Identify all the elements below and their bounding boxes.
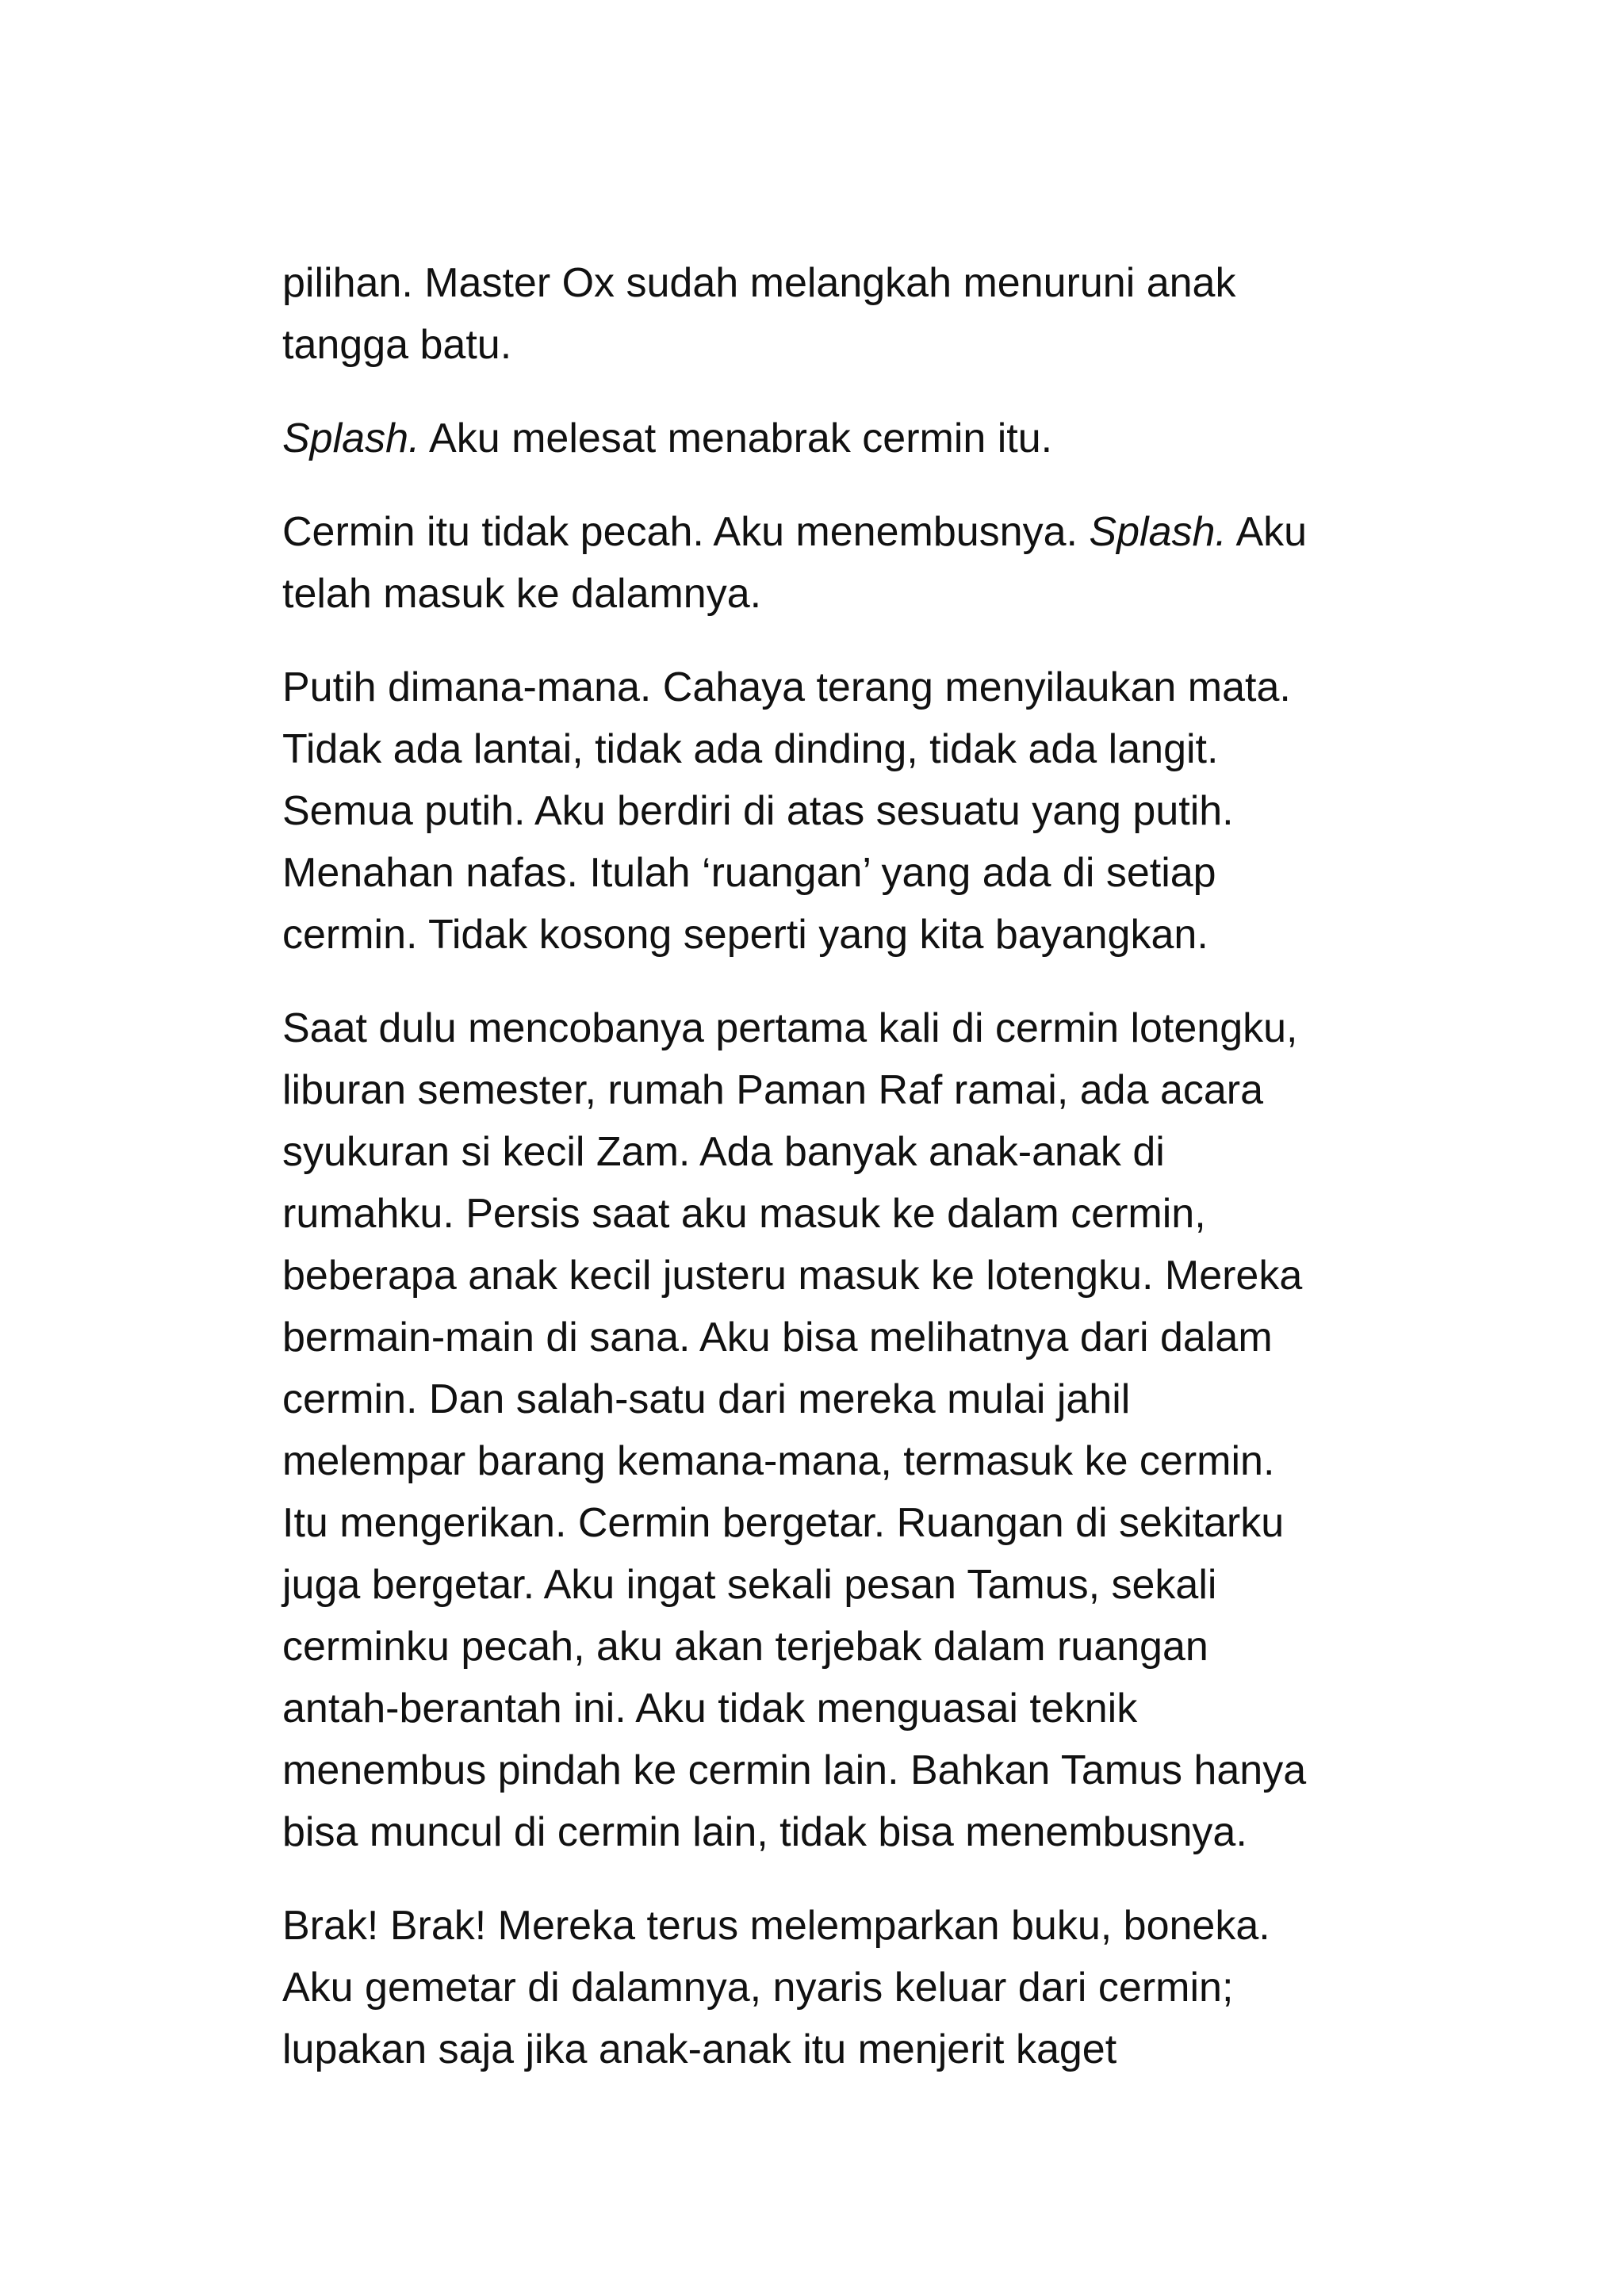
text-line: Semua putih. Aku berdiri di atas sesuatu yang putih. [282,788,1234,834]
text-line: telah masuk ke dalamnya. [282,571,762,617]
text-line: rumahku. Persis saat aku masuk ke dalam cermin, [282,1191,1206,1237]
paragraph-5 [282,997,1424,1863]
text-line: lupakan saja jika anak-anak itu menjerit kaget [282,2026,1117,2072]
text-line: Putih dimana-mana. Cahaya terang menyilaukan mata. [282,664,1291,710]
text-line: syukuran si kecil Zam. Ada banyak anak-anak di [282,1129,1165,1175]
paragraph-4 [282,656,1424,966]
text-line: menembus pindah ke cermin lain. Bahkan Tamus hanya [282,1747,1307,1793]
text-line: pilihan. Master Ox sudah melangkah menuruni anak [282,260,1236,306]
text-line: melempar barang kemana-mana, termasuk ke cermin. [282,1438,1275,1484]
text-line: Saat dulu mencobanya pertama kali di cermin lotengku, [282,1005,1298,1051]
text-line: juga bergetar. Aku ingat sekali pesan Tamus, sekali [282,1562,1217,1608]
text-line [282,501,1424,563]
paragraph-6 [282,1895,1424,2080]
text-segment: Aku melesat menabrak cermin itu. [419,415,1053,461]
text-line: beberapa anak kecil justeru masuk ke lotengku. Mereka [282,1253,1303,1299]
text-segment: Aku [1226,509,1308,555]
text-line: liburan semester, rumah Paman Raf ramai, ada acara [282,1067,1264,1113]
text-line: Menahan nafas. Itulah ‘ruangan’ yang ada di setiap [282,850,1216,896]
body-text [282,252,1424,2112]
text-line: cerminku pecah, aku akan terjebak dalam ruangan [282,1624,1208,1670]
italic-splash: Splash. [1089,509,1227,555]
text-line: antah-berantah ini. Aku tidak menguasai teknik [282,1686,1138,1732]
paragraph-1 [282,252,1424,376]
italic-splash: Splash. [282,415,420,461]
text-segment: Cermin itu tidak pecah. Aku menembusnya. [282,509,1090,555]
text-line [282,408,1424,469]
text-line: Aku gemetar di dalamnya, nyaris keluar dari cermin; [282,1965,1234,2011]
text-line: bisa muncul di cermin lain, tidak bisa menembusnya. [282,1809,1247,1855]
text-line: Brak! Brak! Mereka terus melemparkan buku, boneka. [282,1903,1270,1949]
text-line: Tidak ada lantai, tidak ada dinding, tidak ada langit. [282,726,1219,772]
text-line: Itu mengerikan. Cermin bergetar. Ruangan di sekitarku [282,1500,1285,1546]
text-line: cermin. Tidak kosong seperti yang kita bayangkan. [282,912,1208,958]
paragraph-3 [282,501,1424,625]
text-line: bermain-main di sana. Aku bisa melihatnya dari dalam [282,1314,1273,1360]
paragraph-2 [282,408,1424,469]
text-line: cermin. Dan salah-satu dari mereka mulai jahil [282,1376,1131,1422]
text-line: tangga batu. [282,322,512,368]
